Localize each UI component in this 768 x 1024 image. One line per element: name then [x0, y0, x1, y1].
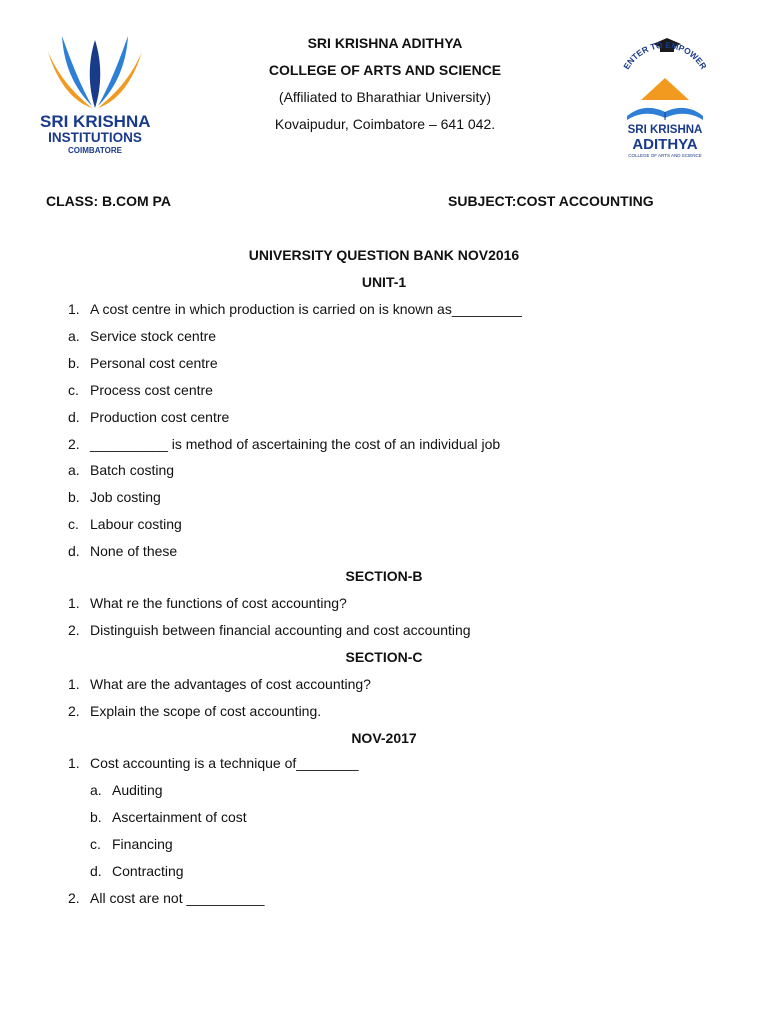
graduation-cap-book-icon: [613, 38, 717, 124]
question-text: A cost centre in which production is carried on is known as_________: [90, 301, 522, 317]
unit-heading: UNIT-1: [361, 274, 407, 290]
logo-left-line1: SRI KRISHNA: [40, 112, 151, 131]
list-marker: 1.: [68, 755, 80, 771]
list-marker: c.: [90, 836, 101, 852]
question-text: None of these: [90, 543, 178, 560]
list-marker: d.: [90, 863, 102, 879]
class-label: CLASS: B.COM PA: [46, 193, 171, 209]
list-marker: 2.: [68, 435, 80, 452]
question-text: Distinguish between financial accounting and cost accounting: [90, 622, 471, 638]
college-name-line1: SRI KRISHNA ADITHYA: [307, 35, 463, 51]
list-marker: 2.: [68, 703, 80, 719]
question-text: __________ is method of ascertaining the cost of an individual job: [90, 435, 501, 452]
svg-text:ENTER TO EMPOWER: [621, 40, 709, 71]
logo-right-line3: COLLEGE OF ARTS AND SCIENCE: [628, 153, 702, 158]
list-marker: a.: [68, 462, 80, 479]
question-text: What re the functions of cost accounting?: [90, 595, 347, 611]
question-text: What are the advantages of cost accounting?: [90, 676, 371, 692]
sri-krishna-adithya-logo: [613, 38, 717, 158]
logo-right-line2: ADITHYA: [632, 136, 698, 153]
question-text: All cost are not __________: [90, 890, 265, 906]
sri-krishna-institutions-logo: [40, 32, 150, 156]
question-text: Explain the scope of cost accounting.: [90, 703, 322, 719]
question-text: Personal cost centre: [90, 354, 218, 371]
list-marker: c.: [68, 381, 79, 398]
list-marker: 1.: [68, 301, 80, 317]
question-text: Labour costing: [90, 516, 182, 533]
list-marker: a.: [68, 327, 80, 344]
question-text: Production cost centre: [90, 408, 230, 425]
list-marker: a.: [90, 782, 102, 798]
address-line: Kovaipudur, Coimbatore – 641 042.: [274, 116, 496, 132]
affiliation-line: (Affiliated to Bharathiar University): [278, 89, 492, 105]
question-bank-title: UNIVERSITY QUESTION BANK NOV2016: [248, 247, 520, 263]
logo-arc-text: ENTER TO EMPOWER: [621, 39, 709, 72]
section-c-heading: SECTION-C: [345, 649, 423, 665]
list-marker: 1.: [68, 676, 80, 692]
question-text: Contracting: [112, 863, 184, 879]
list-marker: 2.: [68, 622, 80, 638]
list-marker: 1.: [68, 595, 80, 611]
flame-emblem-icon: [40, 32, 150, 112]
list-marker: d.: [68, 543, 80, 560]
logo-right-line1: SRI KRISHNA: [627, 124, 703, 136]
logo-left-line2: INSTITUTIONS: [48, 130, 142, 145]
list-marker: b.: [90, 809, 102, 825]
list-marker: 2.: [68, 890, 80, 906]
question-text: Service stock centre: [90, 327, 217, 344]
subject-label: SUBJECT:COST ACCOUNTING: [448, 193, 654, 209]
logo-left-line3: COIMBATORE: [68, 146, 122, 155]
question-text: Job costing: [90, 489, 161, 506]
question-text: Auditing: [112, 782, 163, 798]
nov-2017-heading: NOV-2017: [351, 730, 417, 746]
list-marker: b.: [68, 489, 80, 506]
question-text: Financing: [112, 836, 173, 852]
list-marker: b.: [68, 354, 80, 371]
question-text: Batch costing: [90, 462, 175, 479]
list-marker: d.: [68, 408, 80, 425]
section-b-heading: SECTION-B: [345, 568, 423, 584]
list-marker: c.: [68, 516, 79, 533]
question-text: Ascertainment of cost: [112, 809, 247, 825]
college-name-line2: COLLEGE OF ARTS AND SCIENCE: [268, 62, 502, 78]
question-text: Process cost centre: [90, 381, 213, 398]
question-text: Cost accounting is a technique of________: [90, 755, 359, 771]
